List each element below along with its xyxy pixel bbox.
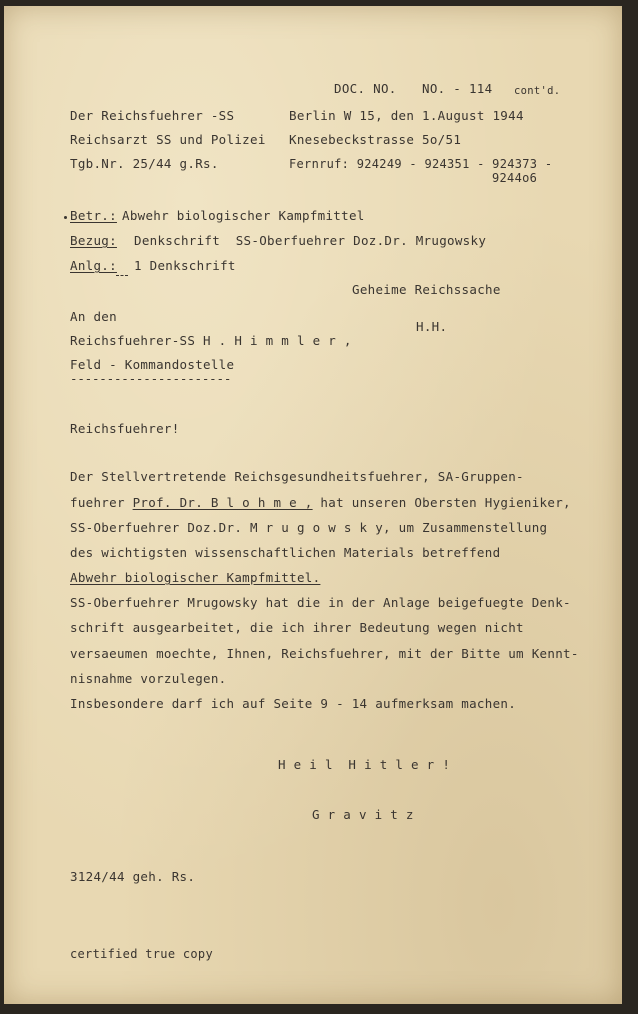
betr-value: Abwehr biologischer Kampfmittel (122, 208, 365, 223)
addressee-line-1: An den (70, 309, 117, 324)
document-page (4, 6, 622, 1004)
phone-numbers: Fernruf: 924249 - 924351 - 924373 - (289, 157, 553, 171)
body-line-2a: fuehrer (70, 495, 133, 510)
doc-no-value: NO. - 114 (422, 81, 493, 96)
doc-no-suffix: cont'd. (514, 85, 561, 97)
body-line-6: SS-Oberfuehrer Mrugowsky hat die in der Anlage beigefuegte Denk- (70, 595, 571, 610)
classification: Geheime Reichssache (352, 282, 501, 297)
body-line-9: nisnahme vorzulegen. (70, 671, 227, 686)
certification: certified true copy (70, 947, 213, 961)
body-line-4: des wichtigsten wissenschaftlichen Materials betreffend (70, 545, 501, 560)
salutation: Reichsfuehrer! (70, 421, 180, 436)
body-line-10: Insbesondere darf ich auf Seite 9 - 14 aufmerksam machen. (70, 696, 517, 711)
sender-line-3: Tgb.Nr. 25/44 g.Rs. (70, 156, 219, 171)
reference-number: 3124/44 geh. Rs. (70, 869, 196, 884)
body-line-2 (70, 496, 571, 510)
place-date: Berlin W 15, den 1.August 1944 (289, 108, 524, 123)
ink-mark (64, 216, 67, 219)
addressee-initials: H.H. (416, 319, 448, 334)
closing: H e i l H i t l e r ! (278, 757, 451, 772)
body-line-3: SS-Oberfuehrer Doz.Dr. M r u g o w s k y, um Zusammenstellung (70, 520, 548, 535)
doc-no-label: DOC. NO. (334, 81, 397, 96)
body-line-8: versaeumen moechte, Ihnen, Reichsfuehrer, mit der Bitte um Kennt- (70, 646, 579, 661)
addressee-name: Reichsfuehrer-SS H . H i m m l e r , (70, 333, 352, 348)
body-line-7: schrift ausgearbeitet, die ich ihrer Bedeutung wegen nicht (70, 620, 524, 635)
body-line-2c: hat unseren Obersten Hygieniker, (312, 495, 571, 510)
phone-numbers-cont: 9244o6 (492, 171, 538, 185)
signature: G r a v i t z (312, 807, 414, 822)
anlg-underline-tail (116, 275, 128, 276)
bezug-value: Denkschrift SS-Oberfuehrer Doz.Dr. Mrugowsky (134, 233, 487, 248)
bezug-label: Bezug: (70, 233, 117, 248)
addressee-rule: ---------------------- (70, 371, 232, 386)
body-line-2-name: Prof. Dr. B l o h m e , (132, 495, 313, 510)
sender-line-1: Der Reichsfuehrer -SS (70, 108, 235, 123)
sender-line-2: Reichsarzt SS und Polizei (70, 132, 266, 147)
street-address: Knesebeckstrasse 5o/51 (289, 132, 462, 147)
betr-label: Betr.: (70, 208, 117, 223)
anlg-value: 1 Denkschrift (134, 258, 236, 273)
body-line-5: Abwehr biologischer Kampfmittel. (70, 570, 321, 585)
addressee-location: Feld - Kommandostelle (70, 357, 235, 372)
body-line-1: Der Stellvertretende Reichsgesundheitsfuehrer, SA-Gruppen- (70, 469, 524, 484)
anlg-label: Anlg.: (70, 258, 117, 273)
